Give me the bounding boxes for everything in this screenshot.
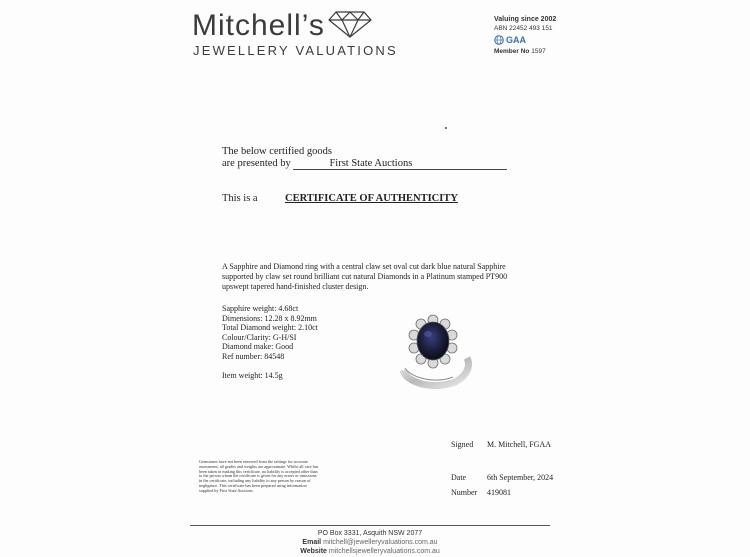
item-weight: Item weight: 14.5g xyxy=(222,371,283,380)
member-label: Member No xyxy=(494,48,530,55)
footer-divider xyxy=(190,525,550,526)
gaa-label: GAA xyxy=(506,35,526,45)
abn-number: ABN 22452 493 151 xyxy=(494,25,553,32)
speck xyxy=(445,127,447,129)
brand-subtitle: JEWELLERY VALUATIONS xyxy=(193,43,398,58)
spec-item: Sapphire weight: 4.68ct xyxy=(222,304,299,313)
spec-item: Ref number: 84548 xyxy=(222,351,285,361)
footer-website-line xyxy=(190,547,550,556)
intro-prefix: are presented by xyxy=(222,158,291,169)
signed-label: Signed xyxy=(451,440,474,449)
website-link[interactable]: mitchellsjewelleryvaluations.com.au xyxy=(328,548,440,555)
footer-address: PO Box 3331, Asquith NSW 2077 xyxy=(317,530,423,537)
intro-line-2 xyxy=(222,158,507,170)
spec-item: Colour/Clarity: G-H/SI xyxy=(222,332,297,342)
footer-email-line xyxy=(190,538,550,547)
number-label: Number xyxy=(451,488,478,497)
header-credentials xyxy=(494,15,584,56)
email-link[interactable]: mitchell@jewelleryvaluations.com.au xyxy=(323,539,438,546)
date-label: Date xyxy=(451,473,467,482)
signed-value: M. Mitchell, FGAA xyxy=(487,440,551,449)
certificate-title: CERTIFICATE OF AUTHENTICITY xyxy=(285,193,458,204)
ring-photo xyxy=(395,310,473,390)
intro-line-1: The below certified goods xyxy=(222,146,332,157)
presenter-field xyxy=(293,158,507,170)
gaa-badge xyxy=(494,35,584,45)
member-number: 1597 xyxy=(531,48,546,55)
spec-list xyxy=(222,304,318,361)
spec-item: Dimensions: 12.28 x 8.92mm xyxy=(222,313,317,323)
spec-item: Diamond make: Good xyxy=(222,342,294,351)
footer-contact xyxy=(190,529,550,556)
disclaimer-text: Gemstones have not been removed from the settings for accurate assessment, all grades and weights are approximate. Whilst all care has been taken in making this certificate, no liability is accepted other than to the person whom the certificate is given for any errors or omissions in the certificate, including any liability to any person by reason of negligence. This certificate has been prepared using information supplied by First State Auctions. xyxy=(199,459,319,493)
brand-logo xyxy=(192,10,325,42)
gaa-globe-icon xyxy=(494,35,504,45)
this-is-label: This is a xyxy=(222,193,258,204)
date-value: 6th September, 2024 xyxy=(487,473,554,482)
spec-item: Total Diamond weight: 2.10ct xyxy=(222,323,318,332)
number-value: 419081 xyxy=(487,488,511,497)
item-description: A Sapphire and Diamond ring with a central claw set oval cut dark blue natural Sapphire supported by claw set round brilliant cut natural Diamonds in a Platinum stamped PT900 upswept tapered hand-finished cluster design. xyxy=(222,262,508,291)
brand-name: Mitchell’s xyxy=(192,9,325,42)
member-line xyxy=(494,47,584,56)
email-label: Email xyxy=(302,539,322,546)
website-label: Website xyxy=(300,548,327,555)
presenter-name: First State Auctions xyxy=(329,158,413,169)
diamond-icon xyxy=(328,10,372,38)
valuing-since: Valuing since 2002 xyxy=(494,16,557,23)
